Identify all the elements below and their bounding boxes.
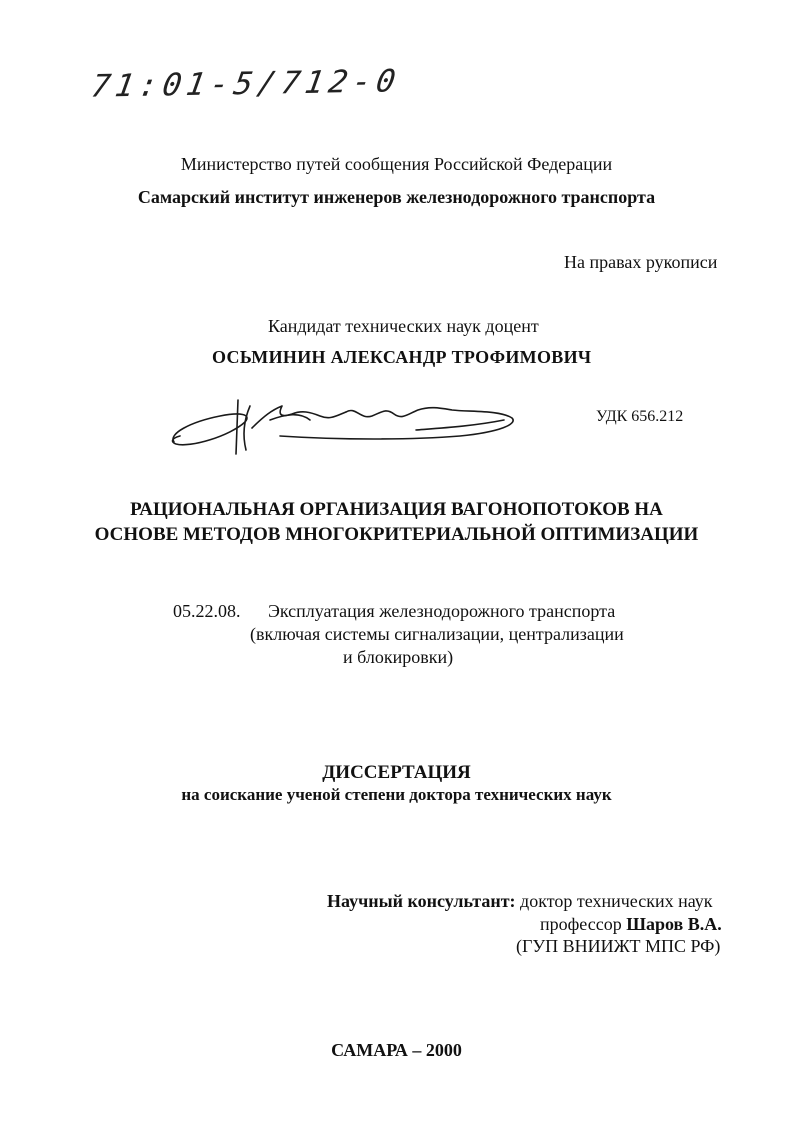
ministry-line: Министерство путей сообщения Российской Федерации <box>180 154 613 174</box>
dissertation-purpose: на соискание ученой степени доктора технических наук <box>181 785 612 804</box>
consultant-name: Шаров В.А. <box>626 914 722 934</box>
consultant-degree: доктор технических наук <box>520 891 713 911</box>
consultant-organization: (ГУП ВНИИЖТ МПС РФ) <box>516 936 721 956</box>
author-signature <box>160 390 530 460</box>
udk: УДК 656.212 <box>596 408 684 425</box>
thesis-title-line-2: ОСНОВЕ МЕТОДОВ МНОГОКРИТЕРИАЛЬНОЙ ОПТИМИЗАЦИИ <box>94 524 699 545</box>
consultant-label: Научный консультант: <box>327 891 516 911</box>
city-year: САМАРА – 2000 <box>331 1040 462 1060</box>
thesis-title-line-1: РАЦИОНАЛЬНАЯ ОРГАНИЗАЦИЯ ВАГОНОПОТОКОВ НА <box>130 499 663 520</box>
archive-number: 71:01-5/712-0 <box>88 63 403 105</box>
manuscript-note: На правах рукописи <box>564 252 718 272</box>
specialty-code: 05.22.08. <box>173 601 241 621</box>
specialty-line-2: (включая системы сигнализации, централизации <box>250 624 624 644</box>
specialty-line-1: Эксплуатация железнодорожного транспорта <box>268 601 616 621</box>
consultant-line-2 <box>540 914 722 935</box>
specialty-line-3: и блокировки) <box>343 647 454 667</box>
dissertation-label: ДИССЕРТАЦИЯ <box>322 762 471 783</box>
consultant-title: профессор <box>540 914 622 934</box>
institute-line: Самарский институт инженеров железнодорожного транспорта <box>137 187 656 207</box>
consultant-line-1 <box>327 891 713 912</box>
author-name: ОСЬМИНИН АЛЕКСАНДР ТРОФИМОВИЧ <box>212 347 592 367</box>
author-degree: Кандидат технических наук доцент <box>268 316 539 336</box>
